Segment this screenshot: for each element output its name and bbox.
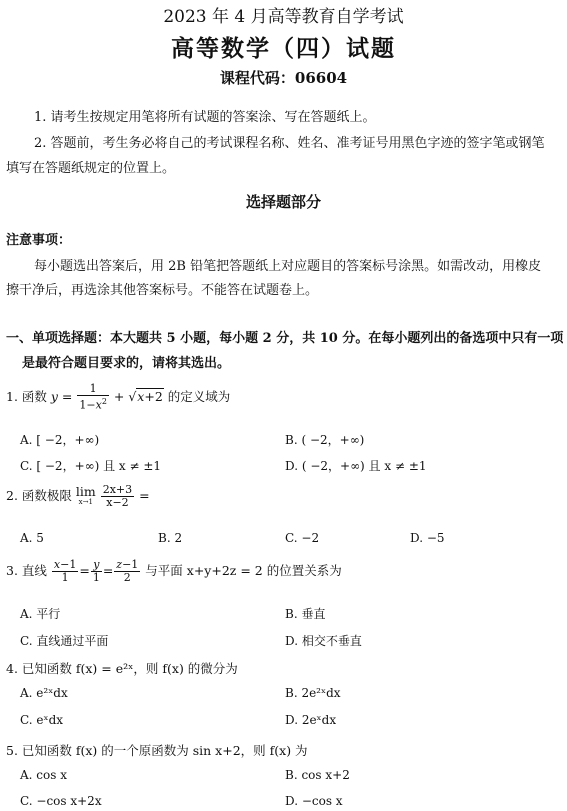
question-1-prefix: 1. 函数 bbox=[6, 388, 47, 404]
notes-label: 注意事项： bbox=[6, 233, 72, 248]
part-heading-line-2: 是最符合题目要求的，请将其选出。 bbox=[22, 356, 231, 371]
q2-option-c[interactable]: C. −2 bbox=[285, 531, 320, 545]
exam-header: 2023 年 4 月高等教育自学考试 bbox=[163, 7, 404, 27]
q5-option-c[interactable]: C. −cos x+2x bbox=[20, 794, 102, 808]
instruction-1: 1. 请考生按规定用笔将所有试题的答案涂、写在答题纸上。 bbox=[34, 110, 376, 125]
notes-line-1: 每小题选出答案后，用 2B 铅笔把答题纸上对应题目的答案标号涂黑。如需改动，用橡皮 bbox=[34, 259, 542, 274]
q4-option-a[interactable]: A. e²ˣdx bbox=[20, 686, 68, 700]
instruction-2-cont: 填写在答题纸规定的位置上。 bbox=[6, 161, 176, 176]
q1-option-c[interactable]: C. [ −2，+∞) 且 x ≠ ±1 bbox=[20, 459, 162, 473]
q2-option-b[interactable]: B. 2 bbox=[158, 531, 183, 545]
q3-option-a[interactable]: A. 平行 bbox=[20, 607, 61, 621]
q3-option-c[interactable]: C. 直线通过平面 bbox=[20, 634, 109, 648]
q1-option-a[interactable]: A. [ −2，+∞) bbox=[20, 433, 100, 447]
instruction-2: 2. 答题前，考生务必将自己的考试课程名称、姓名、准考证号用黑色字迹的签字笔或钢笔 bbox=[34, 136, 545, 151]
q3-option-b[interactable]: B. 垂直 bbox=[285, 607, 326, 621]
question-3 bbox=[6, 559, 342, 584]
q4-option-b[interactable]: B. 2e²ˣdx bbox=[285, 686, 341, 700]
question-3-prefix: 3. 直线 bbox=[6, 563, 47, 578]
question-2-suffix: = bbox=[139, 488, 150, 503]
question-3-suffix: 与平面 x+y+2z = 2 的位置关系为 bbox=[145, 563, 342, 578]
question-2 bbox=[6, 484, 150, 509]
section-title: 选择题部分 bbox=[245, 193, 321, 211]
question-1 bbox=[6, 383, 230, 412]
course-code: 课程代码：06604 bbox=[219, 69, 348, 87]
q5-option-d[interactable]: D. −cos x bbox=[285, 794, 343, 808]
question-2-fraction: $\frac{2x+3}{x-2}$ bbox=[102, 483, 133, 509]
question-5: 5. 已知函数 f(x) 的一个原函数为 sin x+2，则 f(x) 为 bbox=[6, 743, 308, 758]
question-3-formula: $\frac{x-1}{1}$ = $\frac{y}{1}$ = $\frac{z-1}{2}$ bbox=[53, 558, 139, 584]
exam-title: 高等数学（四）试题 bbox=[171, 35, 396, 62]
question-4: 4. 已知函数 f(x) = e²ˣ，则 f(x) 的微分为 bbox=[6, 661, 238, 676]
part-heading-line-1: 一、单项选择题：本大题共 5 小题，每小题 2 分，共 10 分。在每小题列出的备选项中只有一项 bbox=[6, 331, 564, 346]
q4-option-c[interactable]: C. eˣdx bbox=[20, 713, 64, 727]
q4-option-d[interactable]: D. 2eˣdx bbox=[285, 713, 337, 727]
question-1-formula: y = $\frac{1}{1-x^2}$ + √x+2 bbox=[50, 382, 163, 412]
q2-option-a[interactable]: A. 5 bbox=[20, 531, 44, 545]
q1-option-d[interactable]: D. ( −2，+∞) 且 x ≠ ±1 bbox=[285, 459, 427, 473]
q5-option-a[interactable]: A. cos x bbox=[20, 768, 67, 782]
q2-option-d[interactable]: D. −5 bbox=[410, 531, 445, 545]
question-1-suffix: 的定义域为 bbox=[167, 388, 231, 404]
q3-option-d[interactable]: D. 相交不垂直 bbox=[285, 634, 362, 648]
notes-line-2: 擦干净后，再选涂其他答案标号。不能答在试题卷上。 bbox=[6, 283, 319, 298]
question-2-prefix: 2. 函数极限 bbox=[6, 488, 72, 503]
question-2-lim: lim x→1 bbox=[75, 483, 96, 506]
q1-option-b[interactable]: B. ( −2，+∞) bbox=[285, 433, 365, 447]
q5-option-b[interactable]: B. cos x+2 bbox=[285, 768, 350, 782]
